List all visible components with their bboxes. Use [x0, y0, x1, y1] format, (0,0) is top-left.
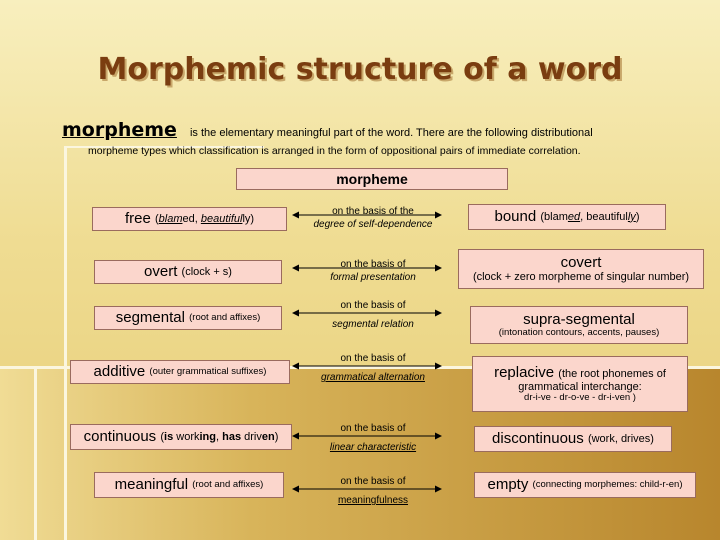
- left-main: overt: [144, 263, 178, 281]
- right-detail: dr-i-ve - dr-o-ve - dr-i-ven ): [524, 392, 636, 404]
- basis-line-2: segmental relation: [332, 319, 414, 330]
- basis-line-1: on the basis of: [340, 353, 406, 364]
- right-detail: grammatical interchange:: [518, 380, 642, 393]
- basis-line-2: degree of self-dependence: [313, 219, 433, 230]
- detail-part: en: [261, 430, 275, 443]
- left-main: segmental: [115, 309, 185, 327]
- right-box-empty: [474, 472, 696, 498]
- detail-part: (: [160, 430, 165, 443]
- double-arrow-icon: [292, 361, 442, 371]
- double-arrow-icon: [292, 210, 442, 220]
- left-box-meaningful: [94, 472, 284, 498]
- detail-part: ed: [567, 210, 581, 223]
- left-box-segmental: [94, 306, 282, 330]
- detail-part: (blam: [540, 210, 568, 223]
- slide-title: Morphemic structure of a word: [97, 52, 623, 87]
- detail-part: work: [173, 430, 200, 443]
- basis-line-1: on the basis of: [340, 259, 406, 270]
- intro-text: [62, 121, 692, 157]
- basis-line-1: on the basis of the: [332, 206, 414, 217]
- right-main: discontinuous: [492, 430, 584, 448]
- left-main: meaningful: [114, 476, 189, 494]
- right-main: bound: [494, 208, 537, 226]
- detail-part: ): [635, 210, 640, 223]
- right-box-covert: [458, 249, 704, 289]
- detail-part: blam: [158, 212, 183, 225]
- detail-part: ly: [627, 210, 636, 223]
- detail-part: beautiful: [200, 212, 243, 225]
- basis-line-2: grammatical alternation: [321, 372, 425, 383]
- double-arrow-icon: [292, 308, 442, 318]
- basis-line-1: on the basis of: [340, 423, 406, 434]
- right-box-discontinuous: [474, 426, 672, 452]
- right-main: replacive: [494, 363, 555, 381]
- right-detail: [540, 211, 639, 224]
- detail-part: ,: [215, 430, 223, 443]
- right-detail: (work, drives): [587, 432, 654, 445]
- basis-line-2: meaningfulness: [337, 495, 409, 506]
- basis-line-1: on the basis of: [340, 300, 406, 311]
- right-detail: (clock + zero morpheme of singular number): [472, 271, 690, 284]
- left-main: free: [124, 210, 151, 228]
- decorative-line: [64, 146, 67, 540]
- double-arrow-icon: [292, 263, 442, 273]
- detail-part: driv: [241, 430, 262, 443]
- left-detail: (outer grammatical suffixes): [149, 365, 267, 377]
- intro-line-2: morpheme types which classification is arranged in the form of oppositional pairs of immediate correlation.: [88, 145, 581, 157]
- left-detail: [160, 431, 278, 444]
- basis-line-2: formal presentation: [330, 272, 416, 283]
- root-morpheme-label: morpheme: [336, 170, 408, 187]
- detail-part: ly): [242, 212, 255, 225]
- basis-line-1: on the basis of: [340, 476, 406, 487]
- detail-part: has: [222, 430, 242, 443]
- detail-part: is: [164, 430, 174, 443]
- left-box-free: [92, 207, 287, 231]
- intro-line-1: is the elementary meaningful part of the word. There are the following distributional: [189, 127, 593, 139]
- double-arrow-icon: [292, 484, 442, 494]
- detail-part: , beautiful: [580, 210, 628, 223]
- right-detail: (connecting morphemes: child-r-en): [532, 478, 683, 490]
- right-main: empty: [487, 476, 529, 494]
- intro-term: morpheme: [62, 119, 177, 141]
- left-box-continuous: [70, 424, 292, 450]
- detail-part: ed,: [182, 212, 201, 225]
- detail-part: (: [154, 212, 159, 225]
- detail-part: ): [274, 430, 279, 443]
- right-main: covert: [560, 254, 602, 272]
- decorative-line: [34, 366, 37, 540]
- root-morpheme-box: [236, 168, 508, 190]
- left-detail: (clock + s): [181, 265, 232, 278]
- right-detail: (intonation contours, accents, pauses): [498, 327, 660, 339]
- left-detail: [155, 213, 254, 226]
- left-main: additive: [93, 363, 146, 381]
- left-main: continuous: [83, 428, 157, 446]
- right-detail: (the root phonemes of: [558, 367, 666, 380]
- right-box-bound: [468, 204, 666, 230]
- basis-line-2: linear characteristic: [329, 442, 417, 453]
- left-box-overt: [94, 260, 282, 284]
- right-box-replacive: [472, 356, 688, 412]
- double-arrow-icon: [292, 431, 442, 441]
- right-main: supra-segmental: [523, 310, 635, 328]
- detail-part: ing: [199, 430, 216, 443]
- left-detail: (root and affixes): [192, 478, 264, 490]
- left-box-additive: [70, 360, 290, 384]
- right-box-supra-segmental: [470, 306, 688, 344]
- left-detail: (root and affixes): [189, 311, 261, 323]
